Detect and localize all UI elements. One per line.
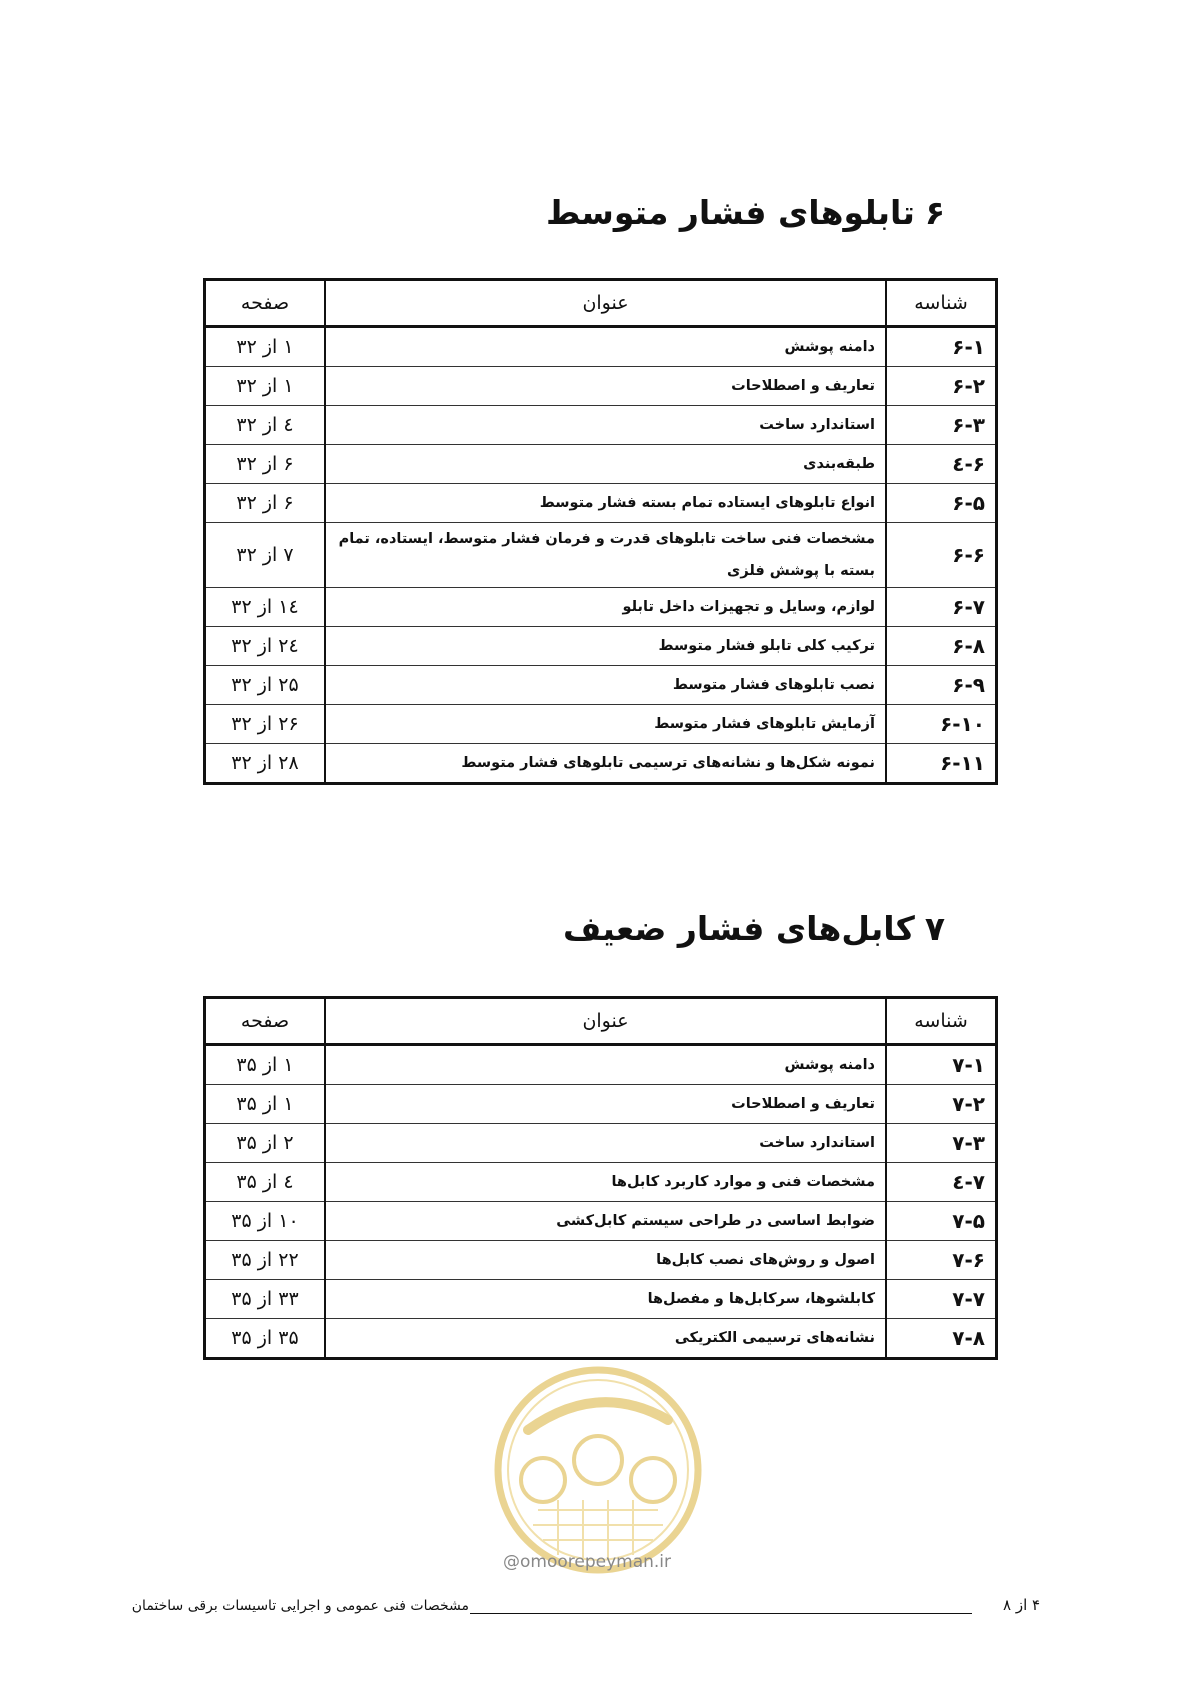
toc-table: [203, 996, 998, 1360]
section-title: [546, 193, 945, 232]
row-page: ۱۰ از ۳۵: [205, 1202, 326, 1241]
table-row: [205, 327, 997, 367]
table-row: [205, 588, 997, 627]
table-row: [205, 627, 997, 666]
row-title: ضوابط اساسی در طراحی سیستم کابل‌کشی: [325, 1202, 886, 1241]
header-title: عنوان: [325, 998, 886, 1045]
watermark-url: @omoorepeyman.ir: [503, 1552, 672, 1572]
toc-table: [203, 278, 998, 785]
footer-rule: [470, 1613, 972, 1614]
row-id: ۶-۱۰: [886, 705, 997, 744]
header-page: صفحه: [205, 280, 326, 327]
table-row: [205, 523, 997, 588]
row-title: انواع تابلوهای ایستاده تمام بسته فشار متوسط: [325, 484, 886, 523]
row-title: کابلشوها، سرکابل‌ها و مفصل‌ها: [325, 1280, 886, 1319]
row-page: ۲٤ از ۳۲: [205, 627, 326, 666]
row-id: ۷-۱: [886, 1045, 997, 1085]
row-id: ۷-۵: [886, 1202, 997, 1241]
row-title: مشخصات فنی و موارد کاربرد کابل‌ها: [325, 1163, 886, 1202]
table-row: [205, 1085, 997, 1124]
row-id: ۷-۲: [886, 1085, 997, 1124]
table-row: [205, 1045, 997, 1085]
table-row: [205, 367, 997, 406]
row-id: ۶-۷: [886, 588, 997, 627]
row-id: ۷-۳: [886, 1124, 997, 1163]
row-page: ۱ از ۳۲: [205, 367, 326, 406]
row-title: نصب تابلوهای فشار متوسط: [325, 666, 886, 705]
table-header-row: [205, 998, 997, 1045]
row-title: اصول و روش‌های نصب کابل‌ها: [325, 1241, 886, 1280]
section-title-text: کابل‌های فشار ضعیف: [563, 909, 915, 948]
row-page: ٤ از ۳۲: [205, 406, 326, 445]
section-title-text: تابلوهای فشار متوسط: [546, 193, 915, 232]
row-title: تعاریف و اصطلاحات: [325, 367, 886, 406]
section-title: [563, 909, 945, 948]
table-header-row: [205, 280, 997, 327]
table-row: [205, 1163, 997, 1202]
row-title: طبقه‌بندی: [325, 445, 886, 484]
row-page: ۳۵ از ۳۵: [205, 1319, 326, 1359]
table-row: [205, 1241, 997, 1280]
table-row: [205, 744, 997, 784]
row-page: ۳۳ از ۳۵: [205, 1280, 326, 1319]
row-page: ٤ از ۳۵: [205, 1163, 326, 1202]
header-title: عنوان: [325, 280, 886, 327]
footer-document-title: مشخصات فنی عمومی و اجرایی تاسیسات برقی ساختمان: [131, 1598, 469, 1614]
row-id: ۶-۳: [886, 406, 997, 445]
table-row: [205, 1319, 997, 1359]
section-number: ۶: [924, 193, 945, 232]
row-id: ۶-۵: [886, 484, 997, 523]
row-title: دامنه پوشش: [325, 1045, 886, 1085]
header-page: صفحه: [205, 998, 326, 1045]
row-page: ۲۶ از ۳۲: [205, 705, 326, 744]
row-title: نمونه شکل‌ها و نشانه‌های ترسیمی تابلوهای فشار متوسط: [325, 744, 886, 784]
row-id: ۶-۱۱: [886, 744, 997, 784]
watermark-logo: [488, 1360, 708, 1580]
table-row: [205, 484, 997, 523]
table-row: [205, 1202, 997, 1241]
row-id: ۷-۸: [886, 1319, 997, 1359]
row-id: ۷-۶: [886, 1241, 997, 1280]
row-page: ۲ از ۳۵: [205, 1124, 326, 1163]
row-id: ۶-۹: [886, 666, 997, 705]
row-id: ۷-٤: [886, 1163, 997, 1202]
header-id: شناسه: [886, 998, 997, 1045]
row-id: ۷-۷: [886, 1280, 997, 1319]
row-title: نشانه‌های ترسیمی الکتریکی: [325, 1319, 886, 1359]
table-row: [205, 1124, 997, 1163]
row-page: ۱ از ۳۲: [205, 327, 326, 367]
footer-page-number: ۴ از ۸: [1003, 1596, 1041, 1614]
row-title: استاندارد ساخت: [325, 406, 886, 445]
table-row: [205, 406, 997, 445]
row-title: تعاریف و اصطلاحات: [325, 1085, 886, 1124]
row-page: ۲۵ از ۳۲: [205, 666, 326, 705]
section-number: ۷: [924, 909, 945, 948]
table-row: [205, 445, 997, 484]
table-row: [205, 666, 997, 705]
row-page: ۱٤ از ۳۲: [205, 588, 326, 627]
header-id: شناسه: [886, 280, 997, 327]
row-title: استاندارد ساخت: [325, 1124, 886, 1163]
row-page: ۶ از ۳۲: [205, 445, 326, 484]
row-page: ۶ از ۳۲: [205, 484, 326, 523]
row-title: ترکیب کلی تابلو فشار متوسط: [325, 627, 886, 666]
table-row: [205, 705, 997, 744]
row-page: ۲۲ از ۳۵: [205, 1241, 326, 1280]
row-id: ۶-۶: [886, 523, 997, 588]
row-title: آزمایش تابلوهای فشار متوسط: [325, 705, 886, 744]
row-title: مشخصات فنی ساخت تابلوهای قدرت و فرمان فشار متوسط، ایستاده، تمام بسته با پوشش فلزی: [325, 523, 886, 588]
row-title: لوازم، وسایل و تجهیزات داخل تابلو: [325, 588, 886, 627]
row-id: ۶-٤: [886, 445, 997, 484]
row-page: ۲۸ از ۳۲: [205, 744, 326, 784]
row-id: ۶-۲: [886, 367, 997, 406]
row-page: ۱ از ۳۵: [205, 1085, 326, 1124]
row-page: ۷ از ۳۲: [205, 523, 326, 588]
row-page: ۱ از ۳۵: [205, 1045, 326, 1085]
row-id: ۶-۱: [886, 327, 997, 367]
row-title: دامنه پوشش: [325, 327, 886, 367]
table-row: [205, 1280, 997, 1319]
row-id: ۶-۸: [886, 627, 997, 666]
